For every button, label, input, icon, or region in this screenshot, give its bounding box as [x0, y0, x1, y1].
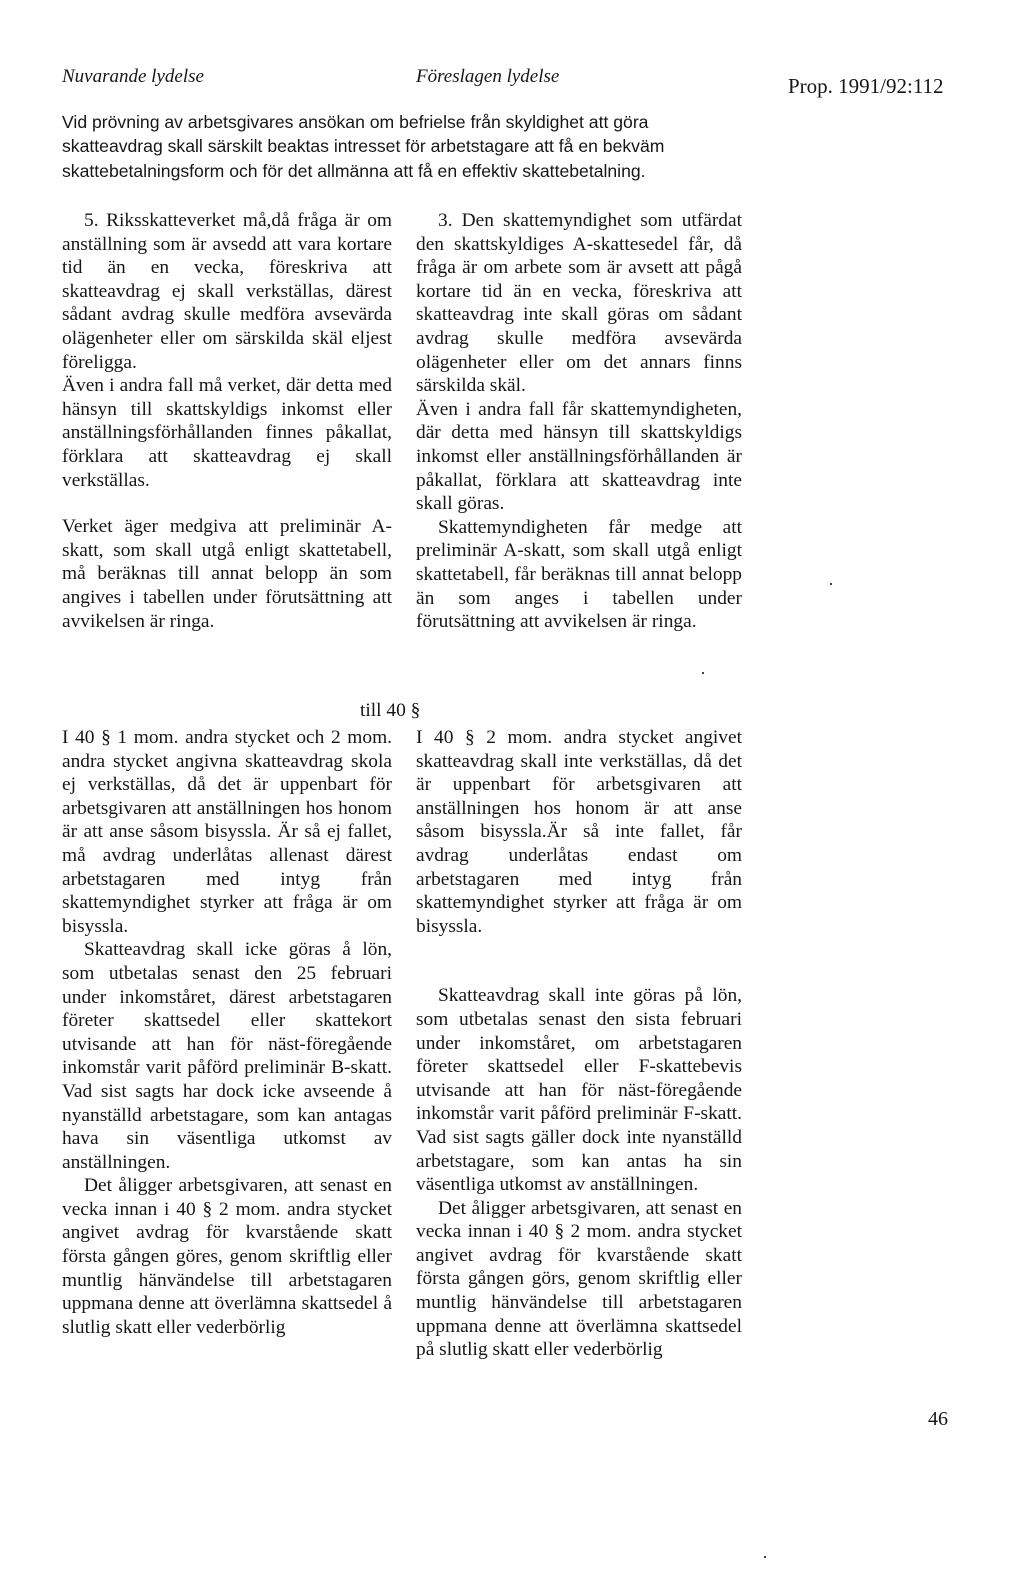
header-proposed-wording: Föreslagen lydelse	[416, 66, 560, 87]
proposition-number: Prop. 1991/92:112	[788, 74, 944, 98]
page-number: 46	[928, 1408, 948, 1430]
current-column-section-1	[62, 209, 392, 633]
lead-paragraph: Vid prövning av arbetsgivares ansökan om befrielse från skyldighet att göra skatteavdrag skall särskilt beaktas intresset för arbetstagare att få en bekväm skattebetalningsform och för det allmänna att få en effektiv skattebetalning.	[62, 112, 665, 181]
scan-speck	[702, 672, 704, 674]
proposed-paragraph: Det åligger arbetsgivaren, att senast en vecka innan i 40 § 2 mom. andra stycket angivet avdrag för kvarstående skatt första gången görs, genom skriftlig eller muntlig hänvändelse till arbetstagaren uppmana denne att överlämna skattsedel på slutlig skatt eller vederbörlig	[416, 1197, 742, 1361]
proposed-paragraph: 3. Den skattemyndighet som utfärdat den skattskyldiges A-skattesedel får, då fråga är om arbete som är avsett att pågå kortare tid än en vecka, föreskriva att skatteavdrag inte skall göras om sådant avdrag skulle medföra avsevärda olägenheter eller om det annars finns särskilda skäl.	[416, 210, 742, 397]
proposed-column-section-1	[416, 209, 742, 634]
scan-speck	[764, 1556, 766, 1558]
proposed-column-section-2	[416, 726, 742, 1362]
proposed-paragraph: Skattemyndigheten får medge att preliminär A-skatt, som skall utgå enligt skattetabell, får beräknas till annat belopp än som anges i tabellen under förutsättning att avvikelsen är ringa.	[416, 516, 742, 633]
section-reference: till 40 §	[360, 700, 421, 721]
current-paragraph: Även i andra fall må verket, där detta med hänsyn till skattskyldigs inkomst eller anställningsförhållanden finnes påkallat, förklara att skatteavdrag ej skall verkställas.	[62, 375, 392, 491]
current-paragraph: I 40 § 1 mom. andra stycket och 2 mom. andra stycket angivna skatteavdrag skola ej verkställas, då det är uppenbart för arbetsgivaren att anställningen hos honom är att anse såsom bisyssla. Är så ej fallet, må avdrag underlåtas allenast därest arbetstagaren med intyg från skattemyndighet styrker att fråga är om bisyssla.	[62, 727, 392, 937]
proposed-paragraph: Skatteavdrag skall inte göras på lön, som utbetalas senast den sista februari under inkomståret, om arbetstagaren företer skattsedel eller F-skattebevis utvisande att han för näst-föregående inkomstår varit påförd preliminär F-skatt. Vad sist sagts gäller dock inte nyanställd arbetstagare, som kan antas ha sin väsentliga utkomst av anställningen.	[416, 985, 742, 1196]
scan-speck	[830, 583, 832, 585]
current-paragraph: Det åligger arbetsgivaren, att senast en vecka innan i 40 § 2 mom. andra stycket angivet avdrag för kvarstående skatt första gången göres, genom skriftlig eller muntlig hänvändelse till arbetstagaren uppmana denne att överlämna skattsedel å slutlig skatt eller vederbörlig	[62, 1175, 392, 1338]
proposed-paragraph: Även i andra fall får skattemyndigheten, där detta med hänsyn till skattskyldigs inkomst eller anställningsförhållanden är påkallat, förklara att skatteavdrag inte skall göras.	[416, 398, 742, 515]
header-current-wording: Nuvarande lydelse	[62, 66, 204, 87]
proposed-paragraph: I 40 § 2 mom. andra stycket angivet skatteavdrag skall inte verkställas, då det är uppenbart för arbetsgivaren att anställningen hos honom är att anse såsom bisyssla.Är så inte fallet, får avdrag underlåtas endast om arbetstagaren med intyg från skattemyndighet styrker att fråga är om bisyssla.	[416, 727, 742, 937]
current-paragraph: Verket äger medgiva att preliminär A-skatt, som skall utgå enligt skattetabell, må beräknas till annat belopp än som angives i tabellen under förutsättning att avvikelsen är ringa.	[62, 516, 392, 632]
current-column-section-2	[62, 726, 392, 1339]
current-paragraph: Skatteavdrag skall icke göras å lön, som utbetalas senast den 25 februari under inkomståret, därest arbetstagaren företer skattsedel eller skattekort utvisande att han för näst-föregående inkomstår varit påförd preliminär B-skatt. Vad sist sagts har dock icke avseende å nyanställd arbetstagare, som kan antagas hava sin väsentliga utkomst av anställningen.	[62, 939, 392, 1173]
current-paragraph: 5. Riksskatteverket må,då fråga är om anställning som är avsedd att vara kortare tid än en vecka, föreskriva att skatteavdrag ej skall verkställas, därest sådant avdrag skulle medföra avsevärda olägenheter eller om särskilda skäl eljest föreligga.	[62, 210, 392, 373]
